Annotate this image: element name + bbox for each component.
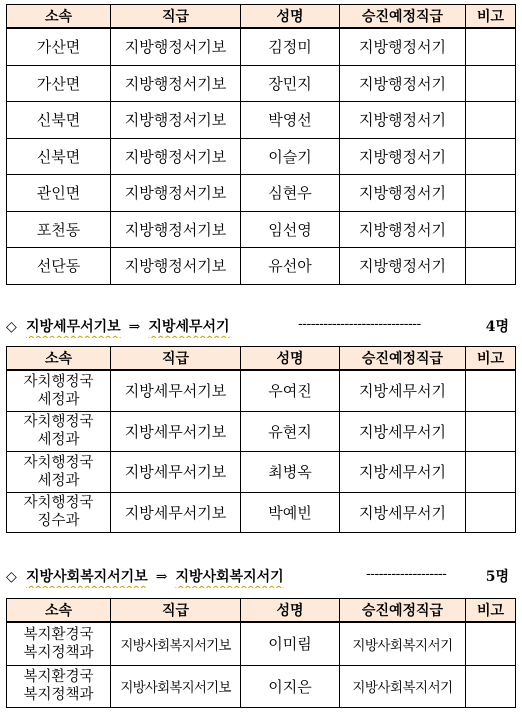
cell-promo: 지방사회복지서기: [340, 622, 466, 665]
header-promo: 승진예정직급: [340, 347, 466, 371]
dash-leader: -----------------------------: [298, 316, 421, 332]
dept-line-2: 세정과: [37, 432, 80, 449]
cell-name: 박예빈: [241, 492, 340, 533]
from-rank: 지방사회복지서기보: [26, 569, 148, 585]
cell-note: [466, 370, 516, 411]
table-row: [7, 65, 516, 102]
header-name: 성명: [241, 347, 340, 371]
dash-leader: -------------------: [366, 566, 447, 582]
cell-name: 박영선: [241, 102, 340, 139]
cell-rank: 지방세무서기보: [111, 411, 241, 452]
header-note: 비고: [466, 5, 516, 29]
to-rank: 지방사회복지서기: [175, 569, 284, 585]
cell-dept: [7, 492, 111, 533]
header-rank: 직급: [111, 5, 241, 29]
cell-note: [466, 211, 516, 248]
cell-note: [466, 248, 516, 285]
cell-dept: 가산면: [7, 65, 111, 102]
cell-dept: [7, 665, 111, 708]
cell-promo: 지방세무서기: [340, 370, 466, 411]
cell-note: [466, 411, 516, 452]
header-promo: 승진예정직급: [340, 5, 466, 29]
header-rank: 직급: [111, 599, 241, 623]
cell-rank: 지방행정서기보: [111, 175, 241, 212]
dept-line-2: 징수과: [37, 513, 80, 530]
header-dept: 소속: [7, 599, 111, 623]
headcount: 4명: [485, 319, 509, 335]
header-note: 비고: [466, 599, 516, 623]
cell-rank: 지방세무서기보: [111, 370, 241, 411]
header-dept: 소속: [7, 347, 111, 371]
dept-line-2: 복지정책과: [23, 687, 94, 704]
cell-rank: 지방행정서기보: [111, 138, 241, 175]
dept-line-1: 복지환경국: [23, 669, 94, 686]
cell-note: [466, 138, 516, 175]
cell-name: 임선영: [241, 211, 340, 248]
cell-note: [466, 175, 516, 212]
cell-rank: 지방행정서기보: [111, 102, 241, 139]
table-row: [7, 370, 516, 411]
dept-line-1: 자치행정국: [23, 495, 94, 512]
cell-name: 유선아: [241, 248, 340, 285]
dept-line-2: 복지정책과: [23, 644, 94, 661]
cell-dept: 가산면: [7, 28, 111, 65]
cell-rank: 지방세무서기보: [111, 492, 241, 533]
promotion-table-tax: [6, 346, 516, 533]
diamond-bullet: ◇: [6, 319, 17, 335]
cell-name: 우여진: [241, 370, 340, 411]
arrow-symbol: ⇒: [128, 319, 141, 335]
diamond-bullet: ◇: [6, 569, 17, 585]
cell-name: 김정미: [241, 28, 340, 65]
dept-line-1: 복지환경국: [23, 626, 94, 643]
table-header-row: [7, 5, 516, 29]
cell-name: 이미림: [241, 622, 340, 665]
table-row: [7, 28, 516, 65]
header-rank: 직급: [111, 347, 241, 371]
cell-promo: 지방사회복지서기: [340, 665, 466, 708]
cell-note: [466, 102, 516, 139]
to-rank: 지방세무서기: [148, 319, 230, 335]
cell-name: 유현지: [241, 411, 340, 452]
table-row: [7, 248, 516, 285]
cell-promo: 지방행정서기: [340, 102, 466, 139]
headcount: 5명: [485, 569, 509, 585]
table-header-row: [7, 347, 516, 371]
cell-rank: 지방사회복지서기보: [111, 665, 241, 708]
cell-rank: 지방행정서기보: [111, 248, 241, 285]
cell-note: [466, 28, 516, 65]
cell-dept: 관인면: [7, 175, 111, 212]
table-row: [7, 138, 516, 175]
cell-rank: 지방세무서기보: [111, 452, 241, 493]
cell-note: [466, 452, 516, 493]
table-row: [7, 411, 516, 452]
table-row: [7, 665, 516, 708]
cell-rank: 지방행정서기보: [111, 65, 241, 102]
cell-dept: [7, 622, 111, 665]
cell-dept: 포천동: [7, 211, 111, 248]
cell-dept: [7, 411, 111, 452]
cell-note: [466, 665, 516, 708]
cell-dept: 선단동: [7, 248, 111, 285]
dept-line-1: 자치행정국: [23, 454, 94, 471]
cell-promo: 지방세무서기: [340, 492, 466, 533]
cell-promo: 지방행정서기: [340, 65, 466, 102]
cell-name: 최병옥: [241, 452, 340, 493]
table-row: [7, 452, 516, 493]
header-promo: 승진예정직급: [340, 599, 466, 623]
cell-promo: 지방행정서기: [340, 211, 466, 248]
cell-promo: 지방세무서기: [340, 411, 466, 452]
cell-dept: 신북면: [7, 102, 111, 139]
cell-promo: 지방행정서기: [340, 138, 466, 175]
cell-promo: 지방행정서기: [340, 28, 466, 65]
cell-promo: 지방세무서기: [340, 452, 466, 493]
cell-name: 이슬기: [241, 138, 340, 175]
cell-name: 이지은: [241, 665, 340, 708]
cell-rank: 지방행정서기보: [111, 211, 241, 248]
promotion-table-welfare: [6, 598, 516, 708]
cell-promo: 지방행정서기: [340, 248, 466, 285]
dept-line-2: 세정과: [37, 391, 80, 408]
promotion-table-admin: [6, 4, 516, 285]
table-row: [7, 102, 516, 139]
cell-promo: 지방행정서기: [340, 175, 466, 212]
dept-line-1: 자치행정국: [23, 414, 94, 431]
cell-name: 심현우: [241, 175, 340, 212]
table-header-row: [7, 599, 516, 623]
header-name: 성명: [241, 5, 340, 29]
cell-name: 장민지: [241, 65, 340, 102]
arrow-symbol: ⇒: [155, 569, 168, 585]
cell-rank: 지방행정서기보: [111, 28, 241, 65]
cell-dept: [7, 452, 111, 493]
cell-dept: [7, 370, 111, 411]
section-heading-welfare: [6, 566, 515, 588]
header-note: 비고: [466, 347, 516, 371]
cell-rank: 지방사회복지서기보: [111, 622, 241, 665]
header-dept: 소속: [7, 5, 111, 29]
dept-line-1: 자치행정국: [23, 373, 94, 390]
cell-note: [466, 622, 516, 665]
table-row: [7, 492, 516, 533]
cell-note: [466, 65, 516, 102]
table-row: [7, 211, 516, 248]
dept-line-2: 세정과: [37, 472, 80, 489]
cell-note: [466, 492, 516, 533]
header-name: 성명: [241, 599, 340, 623]
from-rank: 지방세무서기보: [26, 319, 121, 335]
table-row: [7, 622, 516, 665]
section-heading-tax: [6, 316, 515, 338]
cell-dept: 신북면: [7, 138, 111, 175]
table-row: [7, 175, 516, 212]
